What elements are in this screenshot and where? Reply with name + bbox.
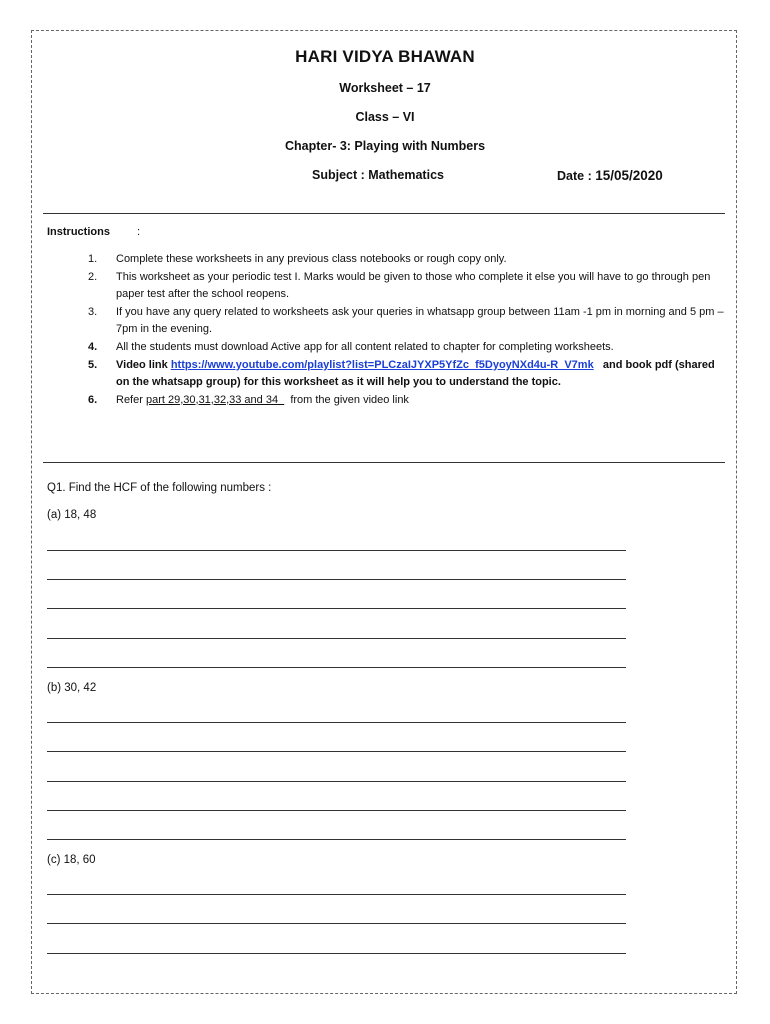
answer-line[interactable] — [47, 550, 626, 551]
date-label: Date : — [557, 169, 596, 183]
answer-line[interactable] — [47, 751, 626, 752]
answer-line[interactable] — [47, 722, 626, 723]
item-text: Complete these worksheets in any previous class notebooks or rough copy only. — [116, 253, 507, 265]
item-number: 4. — [88, 340, 98, 353]
item-number: 3. — [88, 305, 98, 318]
answer-line[interactable] — [47, 638, 626, 639]
instructions-label: Instructions — [47, 226, 110, 238]
list-item — [88, 251, 724, 269]
answer-line[interactable] — [47, 894, 626, 895]
question-1: Q1. Find the HCF of the following numbers : — [47, 482, 272, 494]
answer-line[interactable] — [47, 667, 626, 668]
item-text: All the students must download Active app for all content related to chapter for completing worksheets. — [116, 340, 614, 353]
answer-line[interactable] — [47, 953, 626, 954]
list-item — [88, 357, 724, 392]
chapter-title: Chapter- 3: Playing with Numbers — [284, 139, 486, 153]
refer-prefix: Refer — [116, 393, 146, 406]
refer-parts: part 29,30,31,32,33 and 34 — [145, 393, 285, 406]
answer-line[interactable] — [47, 781, 626, 782]
question-part-c: (c) 18, 60 — [47, 854, 96, 866]
subject-label: Subject : Mathematics — [312, 168, 444, 182]
list-item — [88, 304, 724, 339]
item-number: 1. — [88, 253, 98, 265]
instructions-list — [88, 251, 724, 409]
question-part-a: (a) 18, 48 — [47, 509, 97, 521]
answer-line[interactable] — [47, 810, 626, 811]
school-name: HARI VIDYA BHAWAN — [295, 47, 475, 66]
item-text: If you have any query related to worksheets ask your queries in whatsapp group between 11am -1 pm in morning and 5 pm – 7pm in the evening. — [116, 305, 724, 336]
answer-line[interactable] — [47, 839, 626, 840]
list-item — [88, 392, 724, 410]
item-number: 6. — [88, 393, 98, 406]
refer-suffix: from the given video link — [284, 393, 409, 406]
header-divider — [43, 213, 725, 214]
video-link[interactable]: https://www.youtube.com/playlist?list=PLCzaIJYXP5YfZc_f5DyoyNXd4u-R_V7mk — [170, 358, 594, 371]
answer-line[interactable] — [47, 608, 626, 609]
list-item — [88, 339, 724, 357]
video-link-prefix: Video link — [116, 358, 171, 371]
question-part-b: (b) 30, 42 — [47, 682, 97, 694]
answer-line[interactable] — [47, 923, 626, 924]
item-number: 5. — [88, 358, 98, 371]
item-text: This worksheet as your periodic test I. Marks would be given to those who complete it else you will have to go through pen paper test after the school reopens. — [116, 270, 711, 301]
list-item — [88, 269, 724, 304]
date-value: 15/05/2020 — [595, 168, 663, 183]
answer-line[interactable] — [47, 579, 626, 580]
worksheet-number: Worksheet – 17 — [339, 81, 431, 95]
class-label: Class – VI — [355, 110, 415, 124]
instructions-colon: : — [137, 226, 141, 238]
video-link-suffix: and book pdf (shared on the whatsapp group) for this worksheet as it will help you to understand the topic. — [116, 358, 718, 389]
item-number: 2. — [88, 270, 98, 283]
instructions-divider — [43, 462, 725, 463]
date — [557, 168, 663, 183]
